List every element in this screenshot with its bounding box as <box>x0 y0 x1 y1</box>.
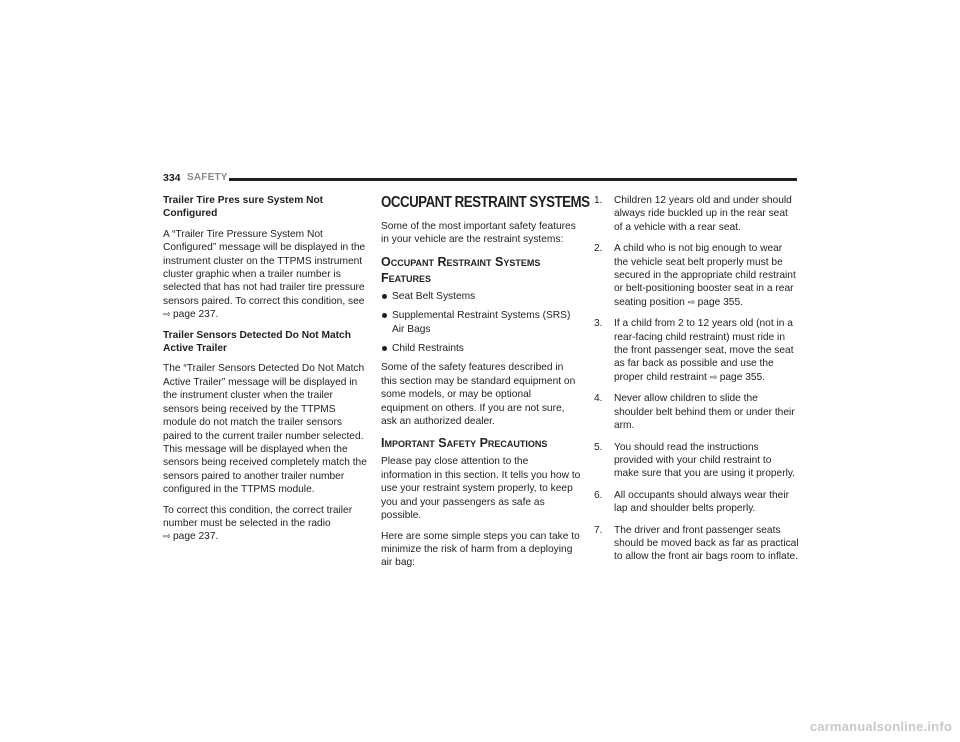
page-header <box>163 170 797 190</box>
bullet-icon <box>382 313 387 318</box>
intro-paragraph: Some of the most important safety features in your vehicle are the restraint systems: <box>381 221 576 246</box>
list-item-text: Child Restraints <box>392 343 464 355</box>
paragraph-sensors-mismatch: The “Trailer Sensors Detected Do Not Match Active Trailer” message will be displayed in the instrument cluster when the trailer sensors being received by the TTPMS module do not match the trailer sensors paired to the current trailer number selected. This message will be displayed when the sensors being received completely match the sensors paired to another trailer number configured in the TTPMS module. <box>163 363 367 496</box>
features-heading: Occupant Restraint Systems Features <box>381 254 541 285</box>
paragraph-attention: Please pay close attention to the information in this section. It tells you how to use your restraint system properly, to keep you and your passengers as safe as possible. <box>381 456 581 522</box>
list-item <box>594 441 799 481</box>
column-1 <box>163 194 368 551</box>
list-item <box>594 392 799 432</box>
page-number: 334 <box>163 172 181 184</box>
section-title: OCCUPANT RESTRAINT SYSTEMS <box>381 194 590 211</box>
page-reference-link[interactable]: page 355. <box>719 371 766 383</box>
list-item <box>594 242 799 309</box>
features-list <box>381 290 581 356</box>
section-label: SAFETY <box>187 172 228 183</box>
list-item-text: You should read the instructions provided with your child restraint to make sure that you are using it properly. <box>614 441 796 480</box>
list-item <box>381 309 581 336</box>
paragraph-not-configured <box>163 228 368 322</box>
list-item-text: Supplemental Restraint Systems (SRS) Air Bags <box>392 310 571 335</box>
paragraph-optional-equipment: Some of the safety features described in this section may be standard equipment on some models, or may be optional equipment on others. If you are not sure, ask an authorized dealer. <box>381 362 576 428</box>
paragraph-text: To correct this condition, the correct trailer number must be selected in the radio <box>163 504 353 529</box>
list-item <box>381 290 581 303</box>
page-reference-link[interactable]: page 355. <box>697 296 743 308</box>
page-ref-arrow-icon: ⇨ <box>687 296 696 307</box>
list-item-text: Seat Belt Systems <box>392 290 476 302</box>
list-number: 6. <box>594 489 603 501</box>
list-item <box>381 342 581 355</box>
page-ref-arrow-icon: ⇨ <box>163 531 171 542</box>
page-ref-arrow-icon: ⇨ <box>163 309 171 320</box>
list-item-text: Children 12 years old and under should always ride buckled up in the rear seat of a vehicle with a rear seat. <box>614 195 792 233</box>
precautions-heading: Important Safety Precautions <box>381 436 548 451</box>
list-number: 3. <box>594 318 603 330</box>
bullet-icon <box>382 346 387 351</box>
list-item-text: The driver and front passenger seats should be moved back as far as practical to allow the front air bags room to inflate. <box>614 524 799 563</box>
precautions-list <box>594 194 799 564</box>
heading-sensors-mismatch: Trailer Sensors Detected Do Not Match Active Trailer <box>163 329 351 355</box>
paragraph-steps: Here are some simple steps you can take to minimize the risk of harm from a deploying air bag: <box>381 530 580 569</box>
list-number: 7. <box>594 524 603 536</box>
page-reference-link[interactable]: page 237. <box>173 531 219 543</box>
list-number: 4. <box>594 393 603 405</box>
bullet-icon <box>382 294 387 299</box>
list-number: 2. <box>594 243 603 255</box>
list-item <box>594 489 799 516</box>
column-2 <box>381 194 590 577</box>
list-item-text: A child who is not big enough to wear the vehicle seat belt properly must be secured in the appropriate child restraint or belt-positioning booster seat in a rear seating position <box>614 243 796 308</box>
list-number: 1. <box>594 195 603 206</box>
column-3 <box>594 194 799 572</box>
list-item <box>594 194 799 234</box>
list-item <box>594 317 799 384</box>
page-ref-arrow-icon: ⇨ <box>709 371 718 382</box>
list-item <box>594 524 799 564</box>
list-number: 5. <box>594 441 603 453</box>
paragraph-text: A “Trailer Tire Pressure System Not Configured” message will be displayed in the instrument cluster on the TTPMS instrument cluster graphic when a trailer number is selected that has not had trailer tire pressure sensors paired. To correct this condition, see <box>163 228 366 307</box>
paragraph-correct-condition <box>163 504 368 544</box>
page-reference-link[interactable]: page 237. <box>173 309 219 321</box>
list-item-text: All occupants should always wear their lap and shoulder belts properly. <box>614 489 789 515</box>
list-item-text: If a child from 2 to 12 years old (not in a rear-facing child restraint) must ride in the front passenger seat, move the seat as far back as possible and use the proper child restraint <box>614 318 794 383</box>
watermark: carmanualsonline.info <box>809 719 952 734</box>
list-item-text: Never allow children to slide the shoulder belt behind them or under their arm. <box>614 393 795 432</box>
heading-trailer-not-configured: Trailer Tire Pres sure System Not Configured <box>163 195 324 220</box>
header-rule <box>229 178 797 181</box>
